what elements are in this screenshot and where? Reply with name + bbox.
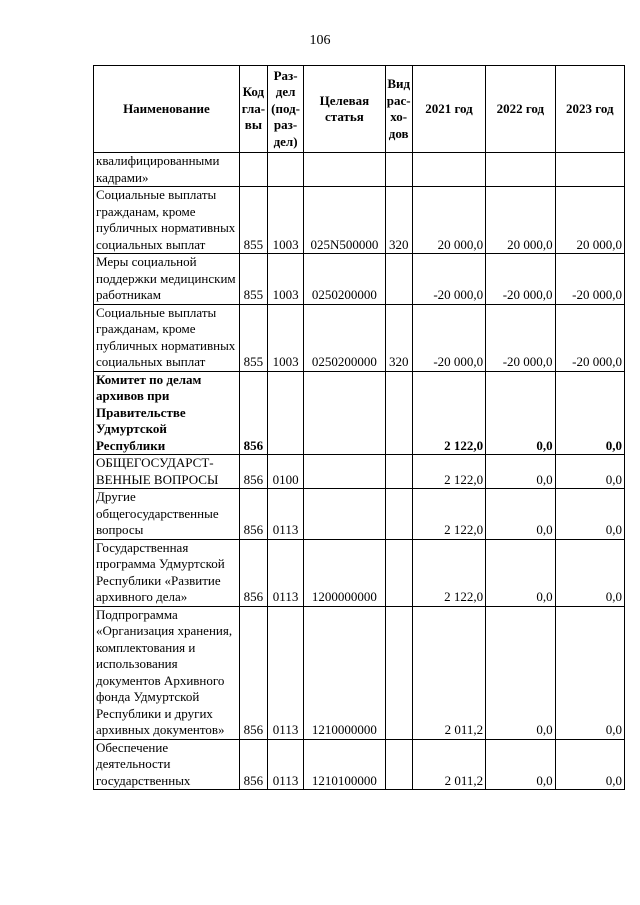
- row-2022: 0,0: [486, 489, 555, 540]
- row-2022: 0,0: [486, 371, 555, 455]
- row-name: Комитет по делам архивов при Правительстве Удмуртской Республики: [94, 371, 240, 455]
- row-2023: 0,0: [555, 539, 624, 606]
- row-2022: -20 000,0: [486, 254, 555, 305]
- row-vid: [385, 739, 412, 790]
- row-vid: [385, 371, 412, 455]
- row-target: 1210100000: [304, 739, 385, 790]
- row-glava: 856: [239, 606, 267, 739]
- row-razdel: 0100: [267, 455, 303, 489]
- row-glava: 856: [239, 455, 267, 489]
- header-razdel: Раз- дел (под- раз- дел): [267, 66, 303, 153]
- row-name: Государственная программа Удмуртской Республики «Развитие архивного дела»: [94, 539, 240, 606]
- row-2021: -20 000,0: [412, 304, 485, 371]
- row-2021: 2 122,0: [412, 539, 485, 606]
- row-2021: 2 122,0: [412, 455, 485, 489]
- header-2022: 2022 год: [486, 66, 555, 153]
- table-row: [94, 254, 625, 305]
- header-name: Наименование: [94, 66, 240, 153]
- row-2022: 0,0: [486, 539, 555, 606]
- row-2021: -20 000,0: [412, 254, 485, 305]
- row-name: квалифицированными кадрами»: [94, 153, 240, 187]
- row-razdel: [267, 153, 303, 187]
- row-razdel: 1003: [267, 254, 303, 305]
- table-row: [94, 539, 625, 606]
- table-row: [94, 739, 625, 790]
- header-2021: 2021 год: [412, 66, 485, 153]
- row-glava: 856: [239, 739, 267, 790]
- row-2022: 0,0: [486, 606, 555, 739]
- row-target: [304, 489, 385, 540]
- row-glava: 855: [239, 187, 267, 254]
- row-vid: [385, 489, 412, 540]
- row-2021: 20 000,0: [412, 187, 485, 254]
- row-2021: 2 011,2: [412, 606, 485, 739]
- row-target: 1200000000: [304, 539, 385, 606]
- row-target: 1210000000: [304, 606, 385, 739]
- row-name: Социальные выплаты гражданам, кроме публичных нормативных социальных выплат: [94, 187, 240, 254]
- row-vid: [385, 455, 412, 489]
- row-2022: 0,0: [486, 739, 555, 790]
- row-name: Социальные выплаты гражданам, кроме публичных нормативных социальных выплат: [94, 304, 240, 371]
- table-row: [94, 304, 625, 371]
- row-2022: [486, 153, 555, 187]
- row-vid: 320: [385, 187, 412, 254]
- row-glava: 855: [239, 254, 267, 305]
- row-2023: [555, 153, 624, 187]
- row-vid: [385, 606, 412, 739]
- row-glava: [239, 153, 267, 187]
- row-2023: 0,0: [555, 739, 624, 790]
- row-razdel: 1003: [267, 304, 303, 371]
- table-row: [94, 455, 625, 489]
- table-row: [94, 489, 625, 540]
- row-glava: 855: [239, 304, 267, 371]
- row-name: ОБЩЕГОСУДАРСТ- ВЕННЫЕ ВОПРОСЫ: [94, 455, 240, 489]
- row-target: [304, 153, 385, 187]
- row-name: Обеспечение деятельности государственных: [94, 739, 240, 790]
- row-vid: [385, 254, 412, 305]
- table-header-row: [94, 66, 625, 153]
- table-row: [94, 371, 625, 455]
- table-row: [94, 606, 625, 739]
- page-number: 106: [309, 33, 331, 48]
- row-name: Подпрограмма «Организация хранения, комплектования и использования документов Архивного фонда Удмуртской Республики и других архивных документов»: [94, 606, 240, 739]
- row-vid: [385, 539, 412, 606]
- row-vid: 320: [385, 304, 412, 371]
- row-target: 0250200000: [304, 254, 385, 305]
- row-2021: 2 122,0: [412, 371, 485, 455]
- row-2023: 0,0: [555, 489, 624, 540]
- row-razdel: 0113: [267, 739, 303, 790]
- row-razdel: [267, 371, 303, 455]
- row-name: Другие общегосударственные вопросы: [94, 489, 240, 540]
- header-code-glavy: Код гла- вы: [239, 66, 267, 153]
- row-target: 0250200000: [304, 304, 385, 371]
- row-razdel: 1003: [267, 187, 303, 254]
- row-glava: 856: [239, 489, 267, 540]
- row-2022: -20 000,0: [486, 304, 555, 371]
- row-2023: -20 000,0: [555, 304, 624, 371]
- row-2021: 2 011,2: [412, 739, 485, 790]
- row-razdel: 0113: [267, 539, 303, 606]
- row-2023: -20 000,0: [555, 254, 624, 305]
- row-target: 025N500000: [304, 187, 385, 254]
- row-target: [304, 455, 385, 489]
- row-vid: [385, 153, 412, 187]
- table-row: [94, 187, 625, 254]
- row-2022: 0,0: [486, 455, 555, 489]
- row-2021: 2 122,0: [412, 489, 485, 540]
- row-2021: [412, 153, 485, 187]
- row-razdel: 0113: [267, 489, 303, 540]
- row-2023: 0,0: [555, 455, 624, 489]
- budget-table: [93, 65, 625, 790]
- row-name: Меры социальной поддержки медицинским работникам: [94, 254, 240, 305]
- row-2022: 20 000,0: [486, 187, 555, 254]
- row-razdel: 0113: [267, 606, 303, 739]
- header-2023: 2023 год: [555, 66, 624, 153]
- table-row: [94, 153, 625, 187]
- row-target: [304, 371, 385, 455]
- row-2023: 20 000,0: [555, 187, 624, 254]
- row-glava: 856: [239, 539, 267, 606]
- row-2023: 0,0: [555, 371, 624, 455]
- row-2023: 0,0: [555, 606, 624, 739]
- header-vid: Вид рас- хо- дов: [385, 66, 412, 153]
- row-glava: 856: [239, 371, 267, 455]
- header-target: Целевая статья: [304, 66, 385, 153]
